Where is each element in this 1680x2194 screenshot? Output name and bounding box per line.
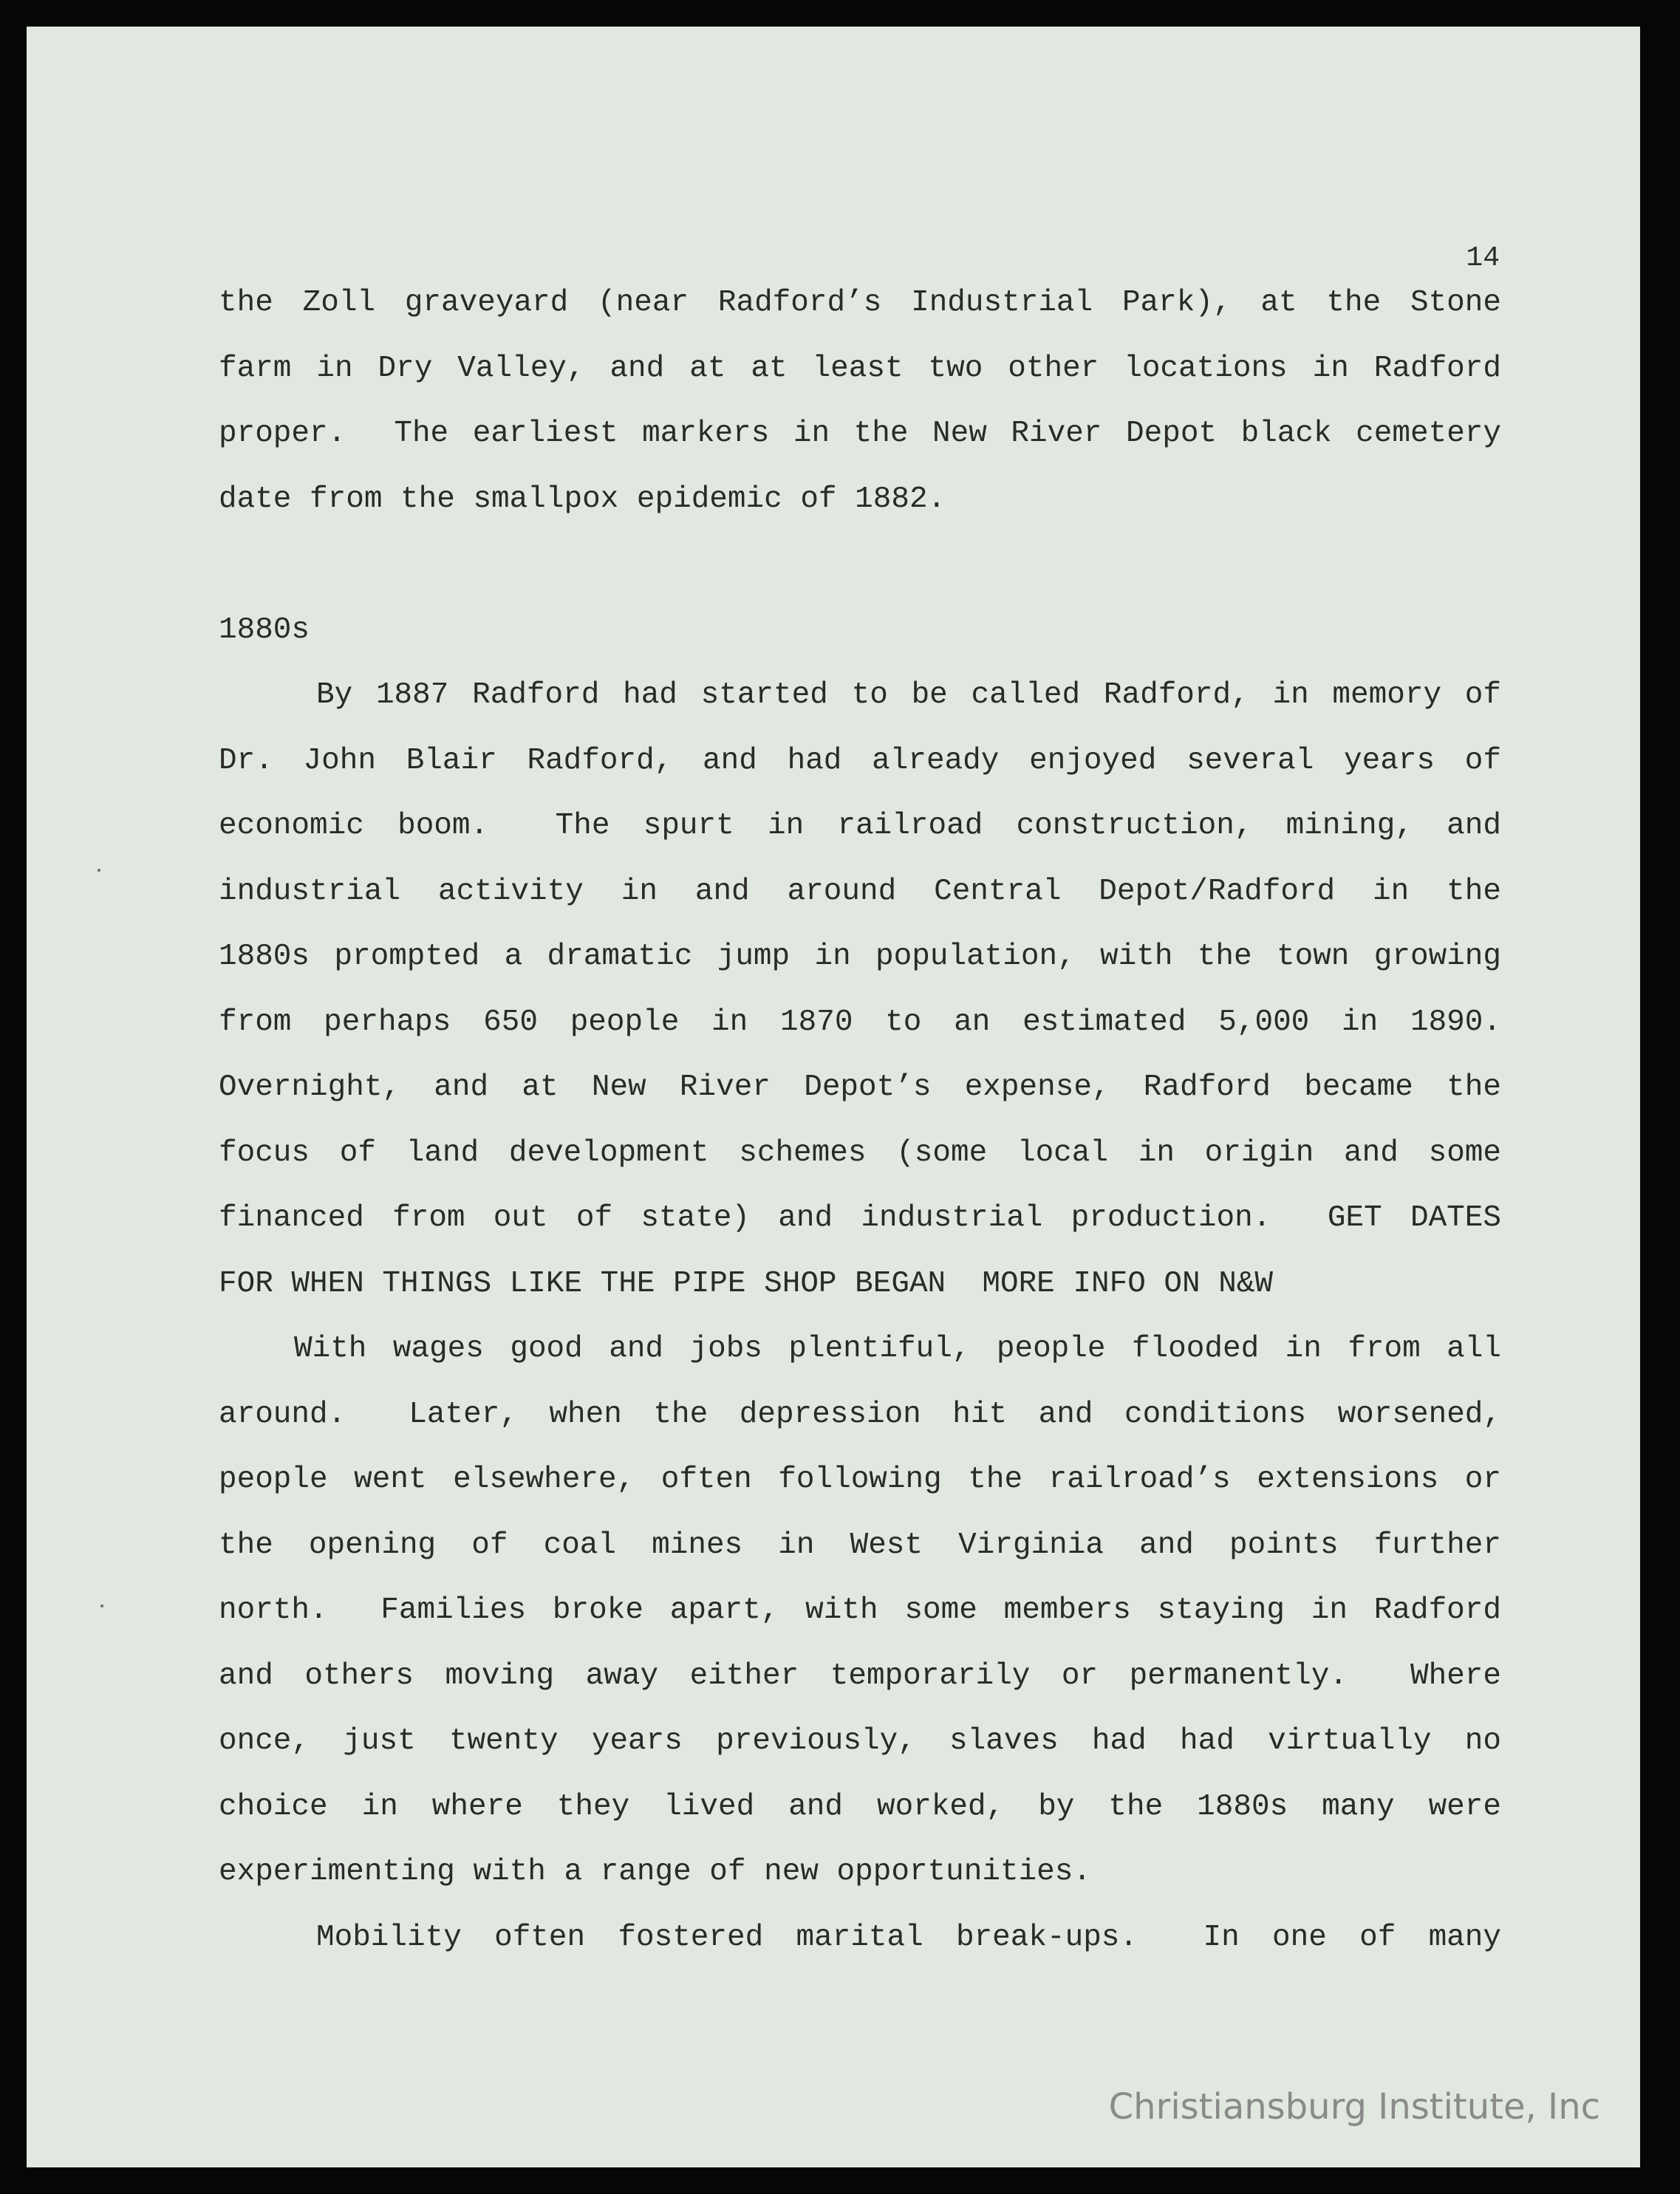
text-line: economic boom. The spurt in railroad construction, mining, and — [219, 809, 1501, 843]
text-line: 1880s prompted a dramatic jump in population, with the town growing — [219, 940, 1501, 974]
text-line: choice in where they lived and worked, by the 1880s many were — [219, 1789, 1501, 1824]
text-line: and others moving away either temporarily or permanently. Where — [219, 1658, 1501, 1693]
page-number: 14 — [1466, 242, 1500, 274]
text-line: focus of land development schemes (some local in origin and some — [219, 1135, 1501, 1170]
text-line: FOR WHEN THINGS LIKE THE PIPE SHOP BEGAN MORE INFO ON N&W — [219, 1266, 1274, 1301]
document-body — [219, 270, 1501, 1970]
text-line: north. Families broke apart, with some members staying in Radford — [219, 1593, 1501, 1627]
watermark: Christiansburg Institute, Inc — [1108, 2086, 1600, 2128]
text-line: once, just twenty years previously, slaves had had virtually no — [219, 1724, 1501, 1758]
text-line: from perhaps 650 people in 1870 to an estimated 5,000 in 1890. — [219, 1005, 1501, 1039]
text-line: Dr. John Blair Radford, and had already enjoyed several years of — [219, 743, 1501, 778]
text-line: around. Later, when the depression hit and conditions worsened, — [219, 1397, 1501, 1432]
text-line: the opening of coal mines in West Virginia and points further — [219, 1528, 1501, 1562]
text-line: farm in Dry Valley, and at at least two other locations in Radford — [219, 351, 1501, 386]
text-line: industrial activity in and around Central Depot/Radford in the — [219, 874, 1501, 909]
text-line: financed from out of state) and industrial production. GET DATES — [219, 1201, 1501, 1235]
text-line: date from the smallpox epidemic of 1882. — [219, 482, 946, 516]
text-line: Overnight, and at New River Depot’s expense, Radford became the — [219, 1070, 1501, 1104]
text-line: By 1887 Radford had started to be called Radford, in memory of — [316, 678, 1501, 712]
blank-line — [219, 532, 1501, 598]
text-line: people went elsewhere, often following the railroad’s extensions or — [219, 1463, 1501, 1497]
paper-speck — [100, 1605, 103, 1607]
text-line: the Zoll graveyard (near Radford’s Industrial Park), at the Stone — [219, 286, 1501, 320]
document-page — [27, 27, 1640, 2167]
text-line: Mobility often fostered marital break-ups. In one of many — [316, 1920, 1501, 1955]
paper-speck — [98, 869, 100, 872]
text-line: experimenting with a range of new opportunities. — [219, 1855, 1091, 1889]
text-line: With wages good and jobs plentiful, people flooded in from all — [294, 1332, 1501, 1366]
section-heading: 1880s — [219, 612, 310, 647]
text-line: proper. The earliest markers in the New River Depot black cemetery — [219, 417, 1501, 451]
